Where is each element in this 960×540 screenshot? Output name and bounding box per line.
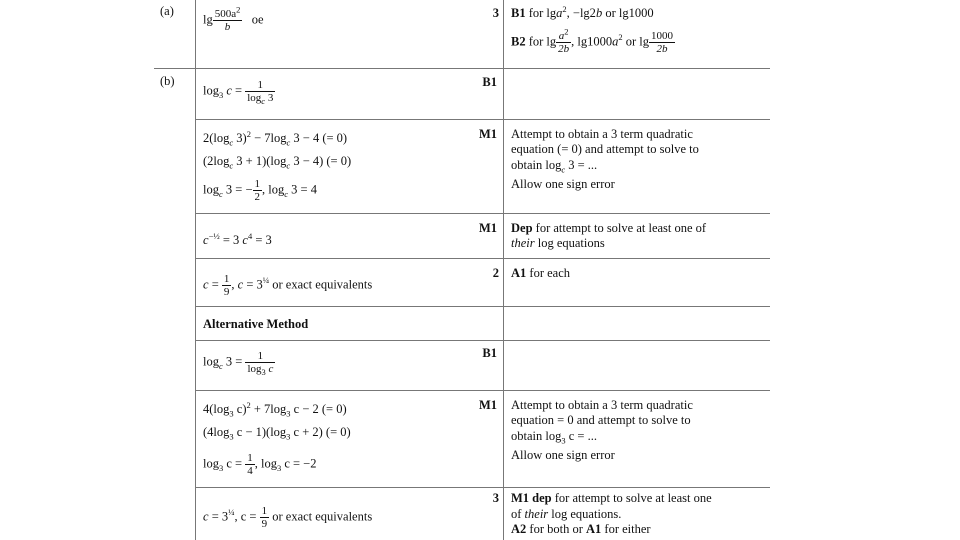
part-label-a: (a) — [160, 4, 174, 18]
answer-alt-row2-line3: $\log_3 c$ = $\frac{1}{4}$ , $\log_3 c = -2$ — [203, 452, 317, 477]
row-divider — [195, 487, 770, 488]
row-divider — [195, 119, 770, 120]
mark-b-row2: M1 — [478, 127, 497, 141]
answer-alt-row1: $\log_c 3$ = $\frac{1}{\log_3 c}$ — [203, 350, 274, 378]
answer-alt-row3: $c = 3^{\frac{1}{4}}$, c = $\frac{1}{9}$ or exact equivalents — [203, 505, 373, 530]
answer-b-row2-line3: $\log_c 3$ = − $\frac{1}{2}$ , $\log_c 3 = 4$ — [203, 178, 317, 203]
guidance-b-row4: A1 for each — [511, 266, 571, 280]
row-divider — [154, 68, 770, 69]
oe-text: oe — [251, 12, 264, 27]
mark-alt-row1: B1 — [482, 346, 497, 360]
mark-b-row4: 2 — [492, 266, 499, 280]
guidance-b-row2-line1: Attempt to obtain a 3 term quadratic — [511, 127, 693, 141]
guidance-alt-row2-line3: obtain $\log_3 c$ = ... — [511, 429, 597, 446]
col-divider-1 — [195, 0, 196, 540]
answer-b-row4: c = $\frac{1}{9}$ , $c = 3^{\frac{1}{4}}$ or exact equivalents — [203, 273, 373, 298]
guidance-alt-row2-line2: equation = 0 and attempt to solve to — [511, 413, 691, 427]
guidance-b-row2-line4: Allow one sign error — [511, 177, 615, 191]
guidance-b-row2-line3: obtain $\log_c 3$ = ... — [511, 158, 598, 175]
answer-a — [203, 4, 264, 33]
guidance-b-row3-line2: their log equations — [511, 236, 605, 250]
mark-alt-row2: M1 — [478, 398, 497, 412]
guidance-alt-row2-line4: Allow one sign error — [511, 448, 615, 462]
row-divider — [195, 258, 770, 259]
guidance-a-line1: B1 for lga$^2$, −lg2b or lg1000 — [511, 3, 654, 20]
row-divider — [195, 306, 770, 307]
guidance-alt-row3-line1: M1 dep for attempt to solve at least one — [511, 491, 712, 505]
guidance-a-line2: B2 for lg $\frac{a^2}{2b}$ , $\lg 1000a^2$ or lg $\frac{1000}{2b}$ — [511, 26, 674, 55]
answer-b-row3: $c^{-\frac{1}{2}} = 3$ $c^4 = 3$ — [203, 230, 272, 247]
part-label-b: (b) — [160, 74, 175, 88]
answer-b-row2-line2: ($2\log_c$ $3 + 1)(\log_c$ 3 − 4) (= 0) — [203, 154, 352, 171]
guidance-b-row2-line2: equation (= 0) and attempt to solve to — [511, 142, 699, 156]
row-divider — [195, 340, 770, 341]
answer-b-row1: $\log_3 c$ = $\frac{1}{\log_c 3}$ — [203, 79, 274, 107]
mark-alt-row3: 3 — [492, 491, 499, 505]
guidance-alt-row3-line3: A2 for both or A1 for either — [511, 522, 651, 536]
guidance-alt-row3-line2: of their log equations. — [511, 507, 622, 521]
lg-text: lg — [203, 12, 213, 27]
alternative-method-heading: Alternative Method — [203, 317, 309, 331]
mark-b-row1: B1 — [482, 75, 497, 89]
answer-alt-row2-line1: $4(\log_3$ $c)^2 + 7\log_3$ c − 2 (= 0) — [203, 399, 347, 419]
guidance-alt-row2-line1: Attempt to obtain a 3 term quadratic — [511, 398, 693, 412]
guidance-b-row3-line1: Dep for attempt to solve at least one of — [511, 221, 707, 235]
mark-a: 3 — [492, 6, 499, 20]
fraction: $\frac{500a^2}{b}$ — [214, 4, 241, 33]
answer-b-row2-line1: $2(\log_c$ $3)^2 - 7\log_c$ 3 − 4 (= 0) — [203, 128, 348, 148]
mark-b-row3: M1 — [478, 221, 497, 235]
row-divider — [195, 390, 770, 391]
answer-alt-row2-line2: ($4\log_3$ $c - 1)(\log_3$ c + 2) (= 0) — [203, 425, 351, 442]
row-divider — [195, 213, 770, 214]
col-divider-2 — [503, 0, 504, 540]
